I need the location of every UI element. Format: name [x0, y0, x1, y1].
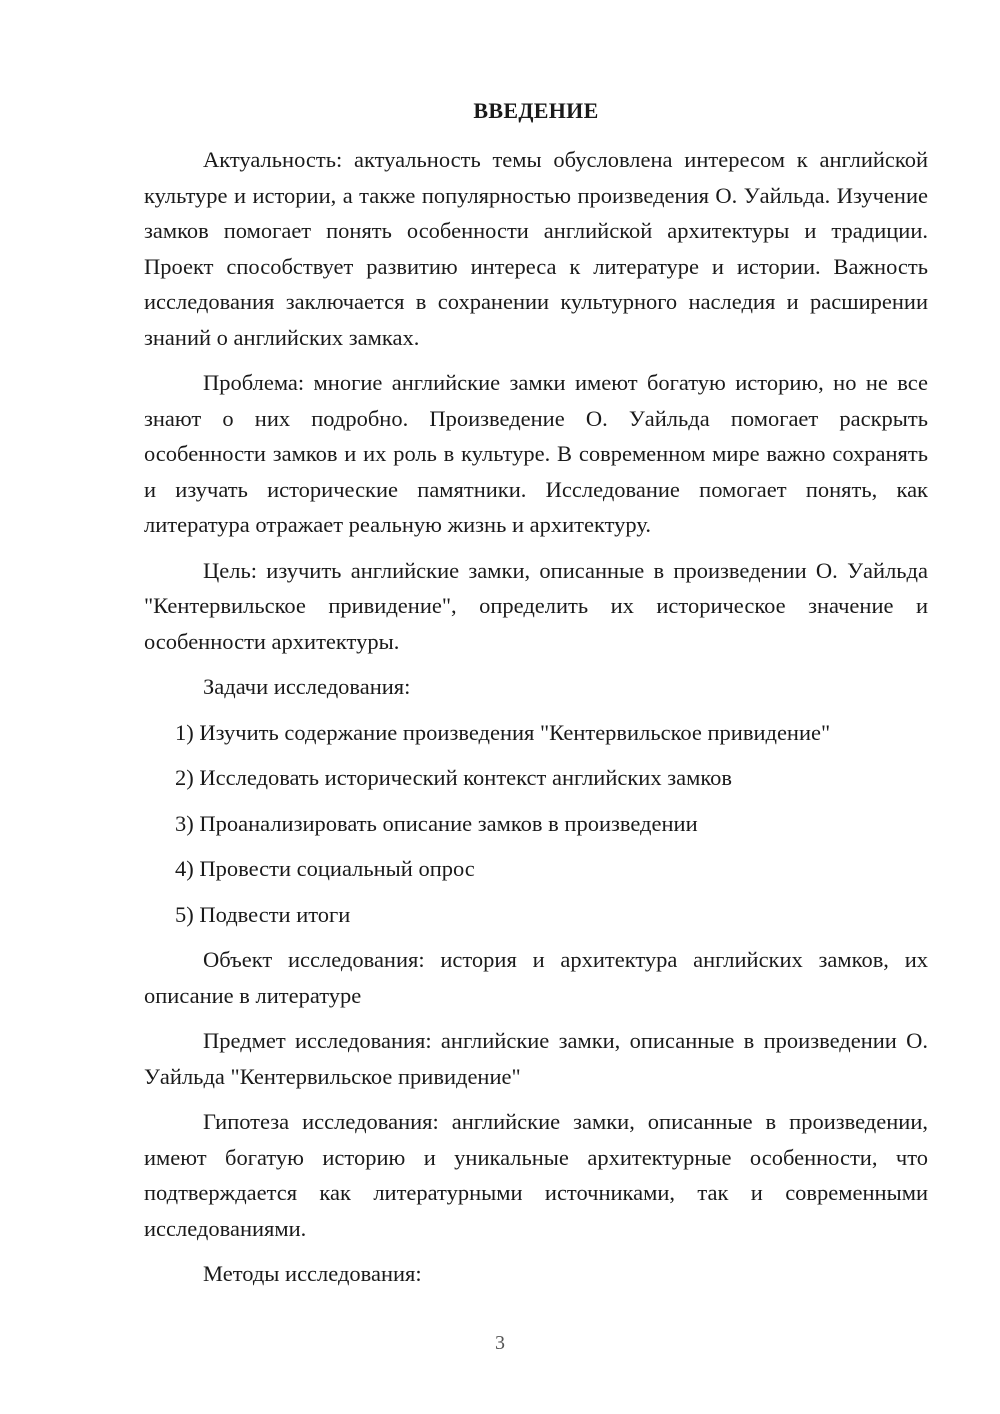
object-paragraph: Объект исследования: история и архитектура английских замков, их описание в литературе [144, 947, 928, 1008]
list-item: 1) Изучить содержание произведения "Кентервильское привидение" [175, 719, 831, 745]
subject-paragraph: Предмет исследования: английские замки, описанные в произведении О. Уайльда "Кентервильское привидение" [144, 1028, 928, 1089]
list-item: 5) Подвести итоги [175, 901, 351, 927]
methods-heading: Методы исследования: [203, 1261, 422, 1286]
tasks-heading: Задачи исследования: [203, 674, 411, 699]
list-item: 3) Проанализировать описание замков в произведении [175, 810, 698, 836]
problem-paragraph: Проблема: многие английские замки имеют богатую историю, но не все знают о них подробно. Произведение О. Уайльда помогает раскрыть особенности замков и их роль в культуре. В современном мире важно сохранять и изучать исторические памятники. Исследование помогает понять, как литература отражает реальную жизнь и архитектуру. [144, 370, 928, 537]
list-item: 2) Исследовать исторический контекст английских замков [175, 765, 732, 790]
hypothesis-paragraph: Гипотеза исследования: английские замки, описанные в произведении, имеют богатую историю и уникальные архитектурные особенности, что подтверждается как литературными источниками, так и современными исследованиями. [144, 1109, 928, 1241]
goal-paragraph: Цель: изучить английские замки, описанные в произведении О. Уайльда "Кентервильское привидение", определить их историческое значение и особенности архитектуры. [144, 557, 928, 654]
relevance-paragraph: Актуальность: актуальность темы обусловлена интересом к английской культуре и истории, а также популярностью произведения О. Уайльда. Изучение замков помогает понять особенности английской архитектуры и традиции. Проект способствует развитию интереса к литературе и истории. Важность исследования заключается в сохранении культурного наследия и расширении знаний о английских замках. [144, 147, 928, 350]
list-item: 4) Провести социальный опрос [175, 856, 475, 881]
tasks-list [144, 715, 928, 933]
page-number: 3 [495, 1332, 505, 1354]
document-body [144, 142, 928, 1302]
page-title: ВВЕДЕНИЕ [473, 98, 599, 123]
